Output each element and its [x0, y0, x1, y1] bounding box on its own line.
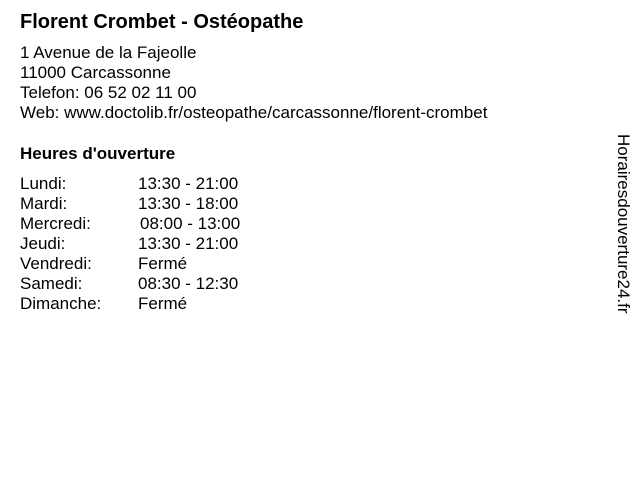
- hours-day: Mardi:: [20, 194, 68, 213]
- hours-time: 13:30 - 21:00: [138, 234, 239, 253]
- hours-day: Mercredi:: [20, 214, 91, 233]
- hours-time: Fermé: [138, 254, 188, 273]
- address-street: 1 Avenue de la Fajeolle: [20, 43, 197, 62]
- site-watermark: Horairesdouverture24.fr: [614, 134, 633, 314]
- hours-day: Jeudi:: [20, 234, 66, 253]
- hours-time: 13:30 - 21:00: [138, 174, 239, 193]
- website-url: Web: www.doctolib.fr/osteopathe/carcassonne/florent-crombet: [20, 103, 488, 122]
- address-block: [20, 43, 487, 123]
- hours-day: Samedi:: [20, 274, 83, 293]
- hours-time: 08:30 - 12:30: [138, 274, 239, 293]
- opening-hours-heading: Heures d'ouverture: [20, 144, 176, 163]
- hours-day: Dimanche:: [20, 294, 102, 313]
- hours-time: Fermé: [138, 294, 188, 313]
- hours-time: 13:30 - 18:00: [138, 194, 239, 213]
- hours-day: Lundi:: [20, 174, 67, 193]
- hours-day: Vendredi:: [20, 254, 92, 273]
- phone-number: Telefon: 06 52 02 11 00: [20, 83, 197, 102]
- hours-time: 08:00 - 13:00: [140, 214, 241, 233]
- address-city: 11000 Carcassonne: [20, 63, 171, 82]
- business-title: Florent Crombet - Ostéopathe: [20, 11, 304, 33]
